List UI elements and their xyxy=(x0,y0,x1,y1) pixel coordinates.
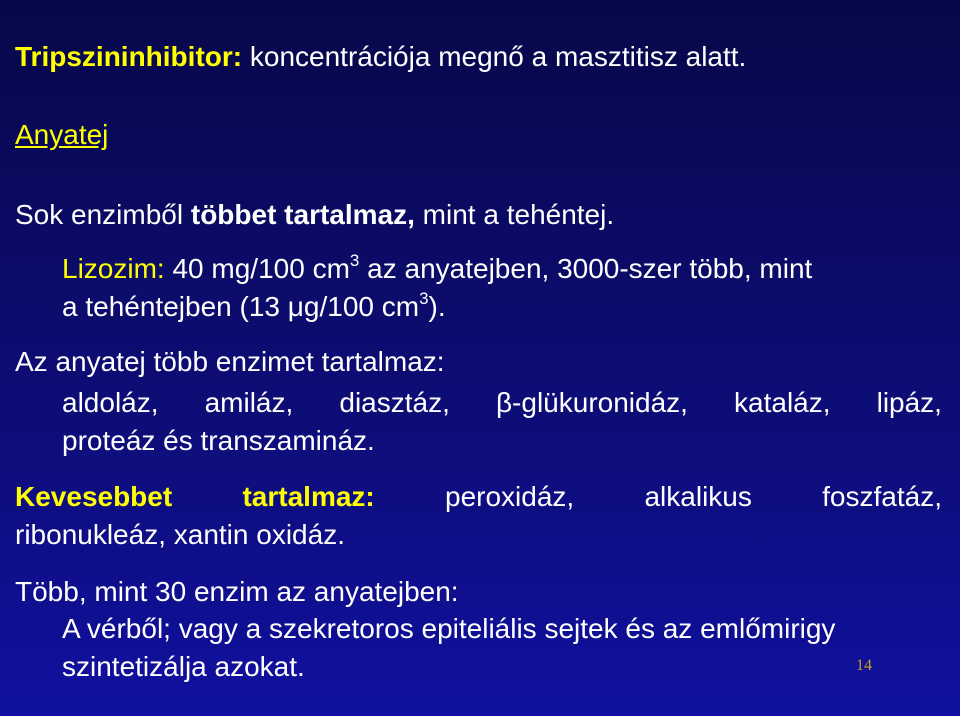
text-sok-enzimbol: Sok enzimből xyxy=(15,199,191,230)
line-kevesebbet xyxy=(15,480,942,514)
word-amilaz: amiláz, xyxy=(204,387,294,418)
word-glukuronidaz: β-glükuronidáz, xyxy=(495,387,688,418)
text-lizozim-b: az anyatejben, 3000-szer több, mint xyxy=(359,253,813,284)
heading-anyatej[interactable]: Anyatej xyxy=(15,119,109,150)
word-lipaz: lipáz, xyxy=(876,387,942,418)
word-aldolaz: aldoláz, xyxy=(62,387,159,418)
line-enzyme-list xyxy=(62,386,942,420)
text-tehentejben-b: g/100 cm xyxy=(303,291,420,322)
line-proteaz: proteáz és transzamináz. xyxy=(62,425,375,456)
line-tripszininhibitor xyxy=(15,40,746,74)
line-lizozim xyxy=(62,252,812,286)
word-alkalikus: alkalikus xyxy=(644,481,752,512)
word-katalaz: kataláz, xyxy=(734,387,831,418)
text-lizozim-a: 40 mg/100 cm xyxy=(164,253,350,284)
word-foszfataz: foszfatáz, xyxy=(822,481,942,512)
page-number: 14 xyxy=(856,657,872,674)
word-diasztaz: diasztáz, xyxy=(339,387,450,418)
bold-tobbet-tartalmaz: többet tartalmaz, xyxy=(190,199,415,230)
mu-symbol: μ xyxy=(287,291,304,322)
line-anyatej-tobb: Az anyatej több enzimet tartalmaz: xyxy=(15,346,445,377)
label-tripszininhibitor: Tripszininhibitor: xyxy=(15,41,243,72)
text-tripszininhibitor: koncentrációja megnő a masztitisz alatt. xyxy=(242,41,747,72)
superscript-3: 3 xyxy=(349,251,360,270)
line-ribonukleaz: ribonukleáz, xantin oxidáz. xyxy=(15,519,345,550)
line-a-verbol: A vérből; vagy a szekretoros epiteliális sejtek és az emlőmirigy xyxy=(62,613,836,644)
line-tobb-mint-30: Több, mint 30 enzim az anyatejben: xyxy=(15,576,459,607)
text-tehentejben-a: a tehéntejben (13 xyxy=(62,291,288,322)
word-kevesebbet: Kevesebbet xyxy=(15,481,173,512)
text-tehentejben-c: ). xyxy=(428,291,446,322)
superscript-3b: 3 xyxy=(419,289,429,308)
text-mint-tehentej: mint a tehéntej. xyxy=(414,199,615,230)
label-lizozim: Lizozim: xyxy=(62,253,165,284)
line-tehentejben xyxy=(62,290,446,324)
word-peroxidaz: peroxidáz, xyxy=(445,481,575,512)
line-szintetizalja: szintetizálja azokat. xyxy=(62,651,305,682)
word-tartalmaz: tartalmaz: xyxy=(242,481,375,512)
line-sok-enzimbol xyxy=(15,198,614,232)
